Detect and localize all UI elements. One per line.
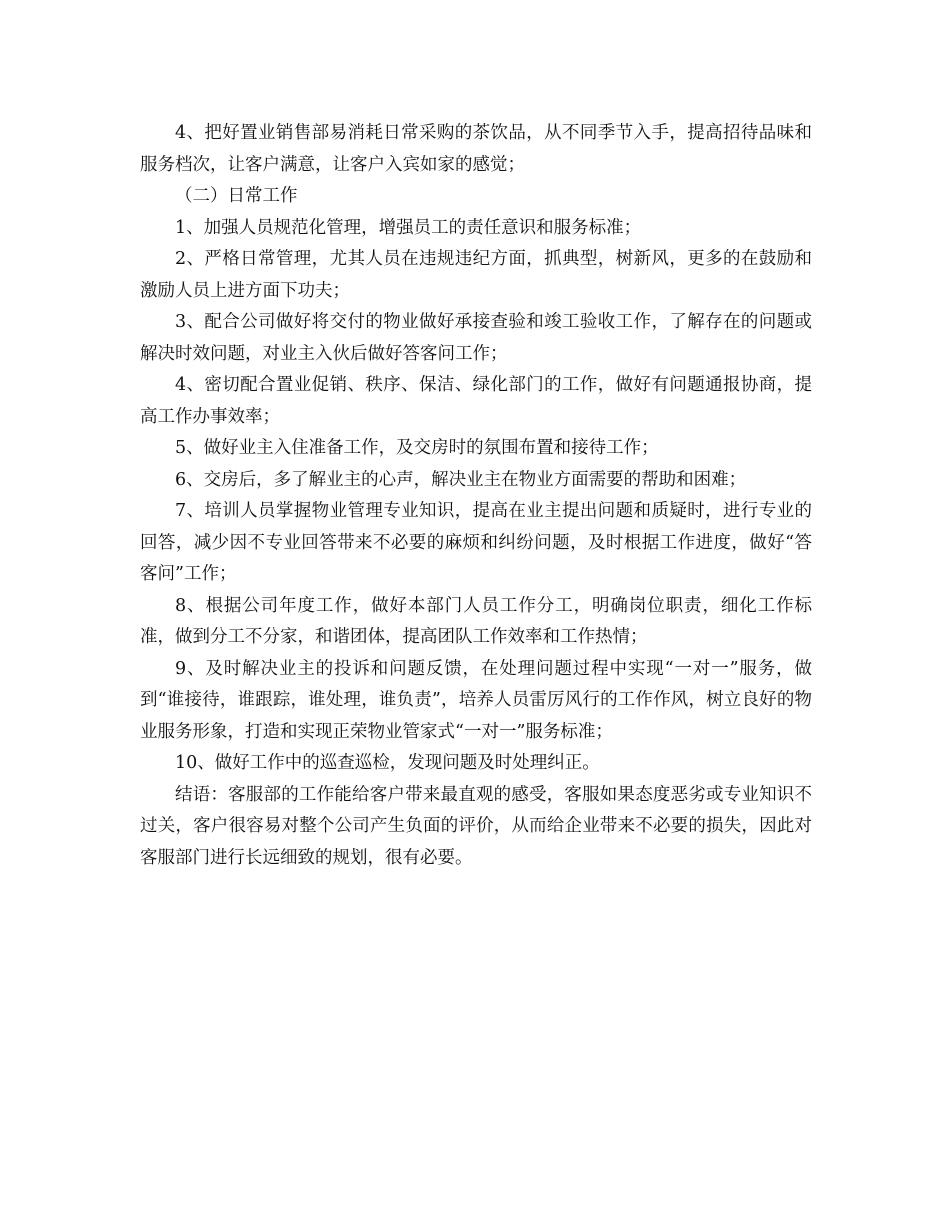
document-body <box>140 118 812 874</box>
paragraph-item-10: 10、做好工作中的巡查巡检，发现问题及时处理纠正。 <box>175 753 600 773</box>
paragraph-item-8: 8、根据公司年度工作，做好本部门人员工作分工，明确岗位职责，细化工作标准，做到分工不分家，和谐团体，提高团队工作效率和工作热情； <box>140 595 812 647</box>
paragraph-item-1: 1、加强人员规范化管理，增强员工的责任意识和服务标准； <box>175 217 642 238</box>
paragraph-conclusion: 结语：客服部的工作能给客户带来最直观的感受，客服如果态度恶劣或专业知识不过关，客户很容易对整个公司产生负面的评价，从而给企业带来不必要的损失，因此对客服部门进行长远细致的规划，很有必要。 <box>140 784 812 868</box>
paragraph-item-9: 9、及时解决业主的投诉和问题反馈，在处理问题过程中实现“一对一”服务，做到“谁接待，谁跟踪，谁处理，谁负责”，培养人员雷厉风行的工作作风，树立良好的物业服务形象，打造和实现正荣物业管家式“一对一”服务标准； <box>140 658 812 742</box>
paragraph-item-7: 7、培训人员掌握物业管理专业知识，提高在业主提出问题和质疑时，进行专业的回答，减少因不专业回答带来不必要的麻烦和纠纷问题，及时根据工作进度，做好“答客问”工作； <box>140 501 812 584</box>
paragraph-item-4: 4、密切配合置业促销、秩序、保洁、绿化部门的工作，做好有问题通报协商，提高工作办事效率； <box>140 375 812 427</box>
paragraph-item-4-tea: 4、把好置业销售部易消耗日常采购的茶饮品，从不同季节入手，提高招待品味和服务档次，让客户满意，让客户入宾如家的感觉； <box>140 123 812 175</box>
paragraph-item-3: 3、配合公司做好将交付的物业做好承接查验和竣工验收工作，了解存在的问题或解决时效问题，对业主入伙后做好答客问工作； <box>140 312 812 364</box>
paragraph-item-2: 2、严格日常管理，尤其人员在违规违纪方面，抓典型，树新风，更多的在鼓励和激励人员上进方面下功夫； <box>140 249 812 301</box>
section-heading-daily-work: （二）日常工作 <box>175 186 298 206</box>
paragraph-item-6: 6、交房后，多了解业主的心声，解决业主在物业方面需要的帮助和困难； <box>175 469 747 490</box>
paragraph-item-5: 5、做好业主入住准备工作，及交房时的氛围布置和接待工作； <box>175 438 659 458</box>
